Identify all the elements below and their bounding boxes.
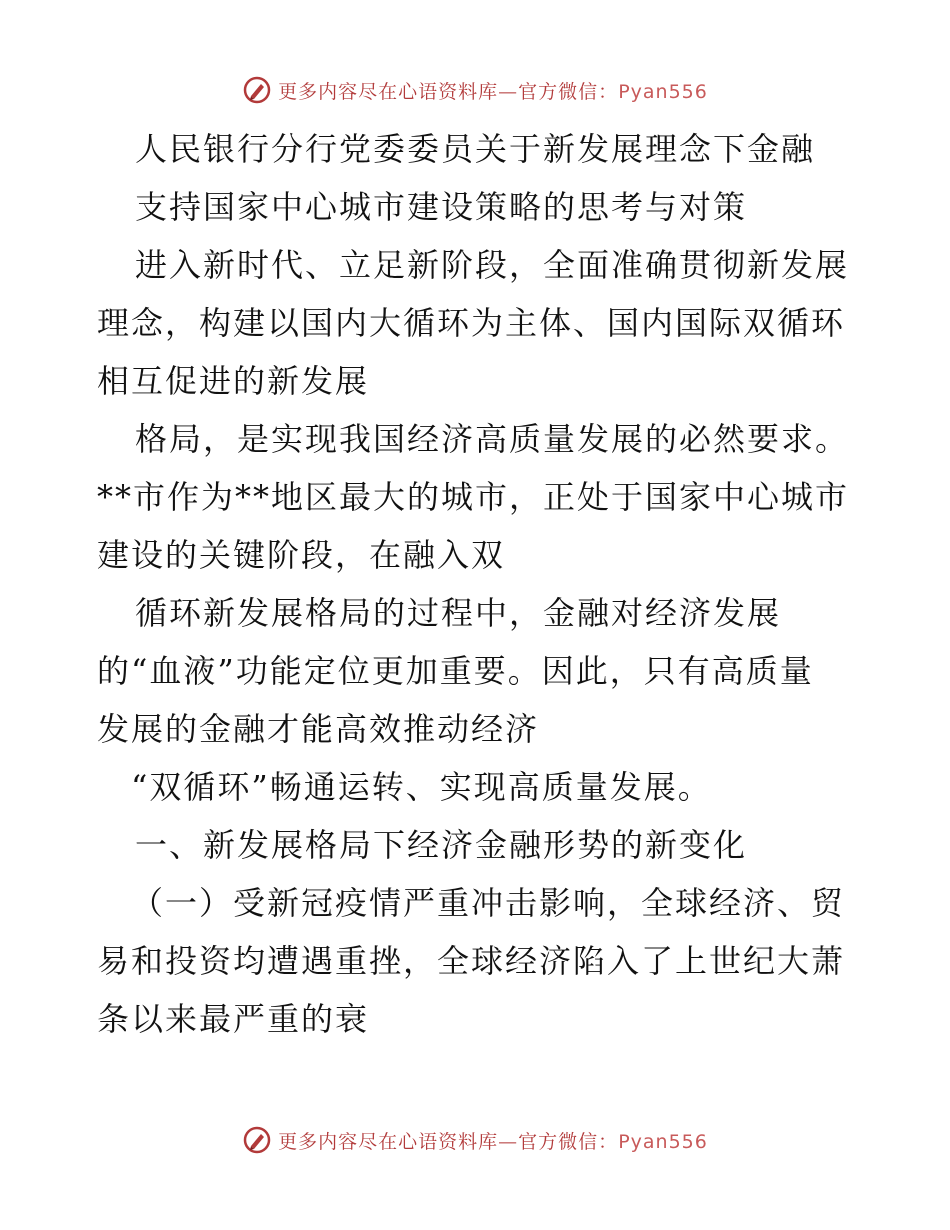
banner-text: 更多内容尽在心语资料库—官方微信：Pyan556 bbox=[278, 1130, 708, 1153]
header-watermark-banner bbox=[0, 70, 950, 110]
paragraph-line: 相互促进的新发展 bbox=[97, 362, 370, 400]
footer-watermark-banner bbox=[0, 1120, 950, 1160]
paragraph-line: 条以来最严重的衰 bbox=[97, 1000, 370, 1038]
paragraph-line: 进入新时代、立足新阶段，全面准确贯彻新发展 bbox=[135, 246, 850, 284]
paragraph-line: 格局，是实现我国经济高质量发展的必然要求。 bbox=[135, 420, 850, 458]
title-line-1: 人民银行分行党委委员关于新发展理念下金融 bbox=[135, 130, 816, 168]
paragraph-line: 循环新发展格局的过程中，金融对经济发展 bbox=[135, 594, 782, 632]
paragraph-line: **市作为**地区最大的城市，正处于国家中心城市 bbox=[97, 478, 850, 516]
pen-logo-icon bbox=[242, 75, 272, 105]
paragraph-line: 建设的关键阶段，在融入双 bbox=[97, 536, 506, 574]
paragraph-line: 理念，构建以国内大循环为主体、国内国际双循环 bbox=[97, 304, 846, 342]
pen-logo-icon bbox=[242, 1125, 272, 1155]
section-heading: 一、新发展格局下经济金融形势的新变化 bbox=[135, 826, 748, 864]
title-line-2: 支持国家中心城市建设策略的思考与对策 bbox=[135, 188, 748, 226]
subsection-heading: （一）受新冠疫情严重冲击影响，全球经济、贸 bbox=[131, 884, 846, 922]
paragraph-line: 的“血液”功能定位更加重要。因此，只有高质量 bbox=[97, 652, 814, 690]
paragraph-line: “双循环”畅通运转、实现高质量发展。 bbox=[131, 768, 712, 806]
document-body bbox=[97, 120, 853, 1048]
banner-text: 更多内容尽在心语资料库—官方微信：Pyan556 bbox=[278, 80, 708, 103]
paragraph-line: 发展的金融才能高效推动经济 bbox=[97, 710, 540, 748]
paragraph-line: 易和投资均遭遇重挫，全球经济陷入了上世纪大萧 bbox=[97, 942, 846, 980]
